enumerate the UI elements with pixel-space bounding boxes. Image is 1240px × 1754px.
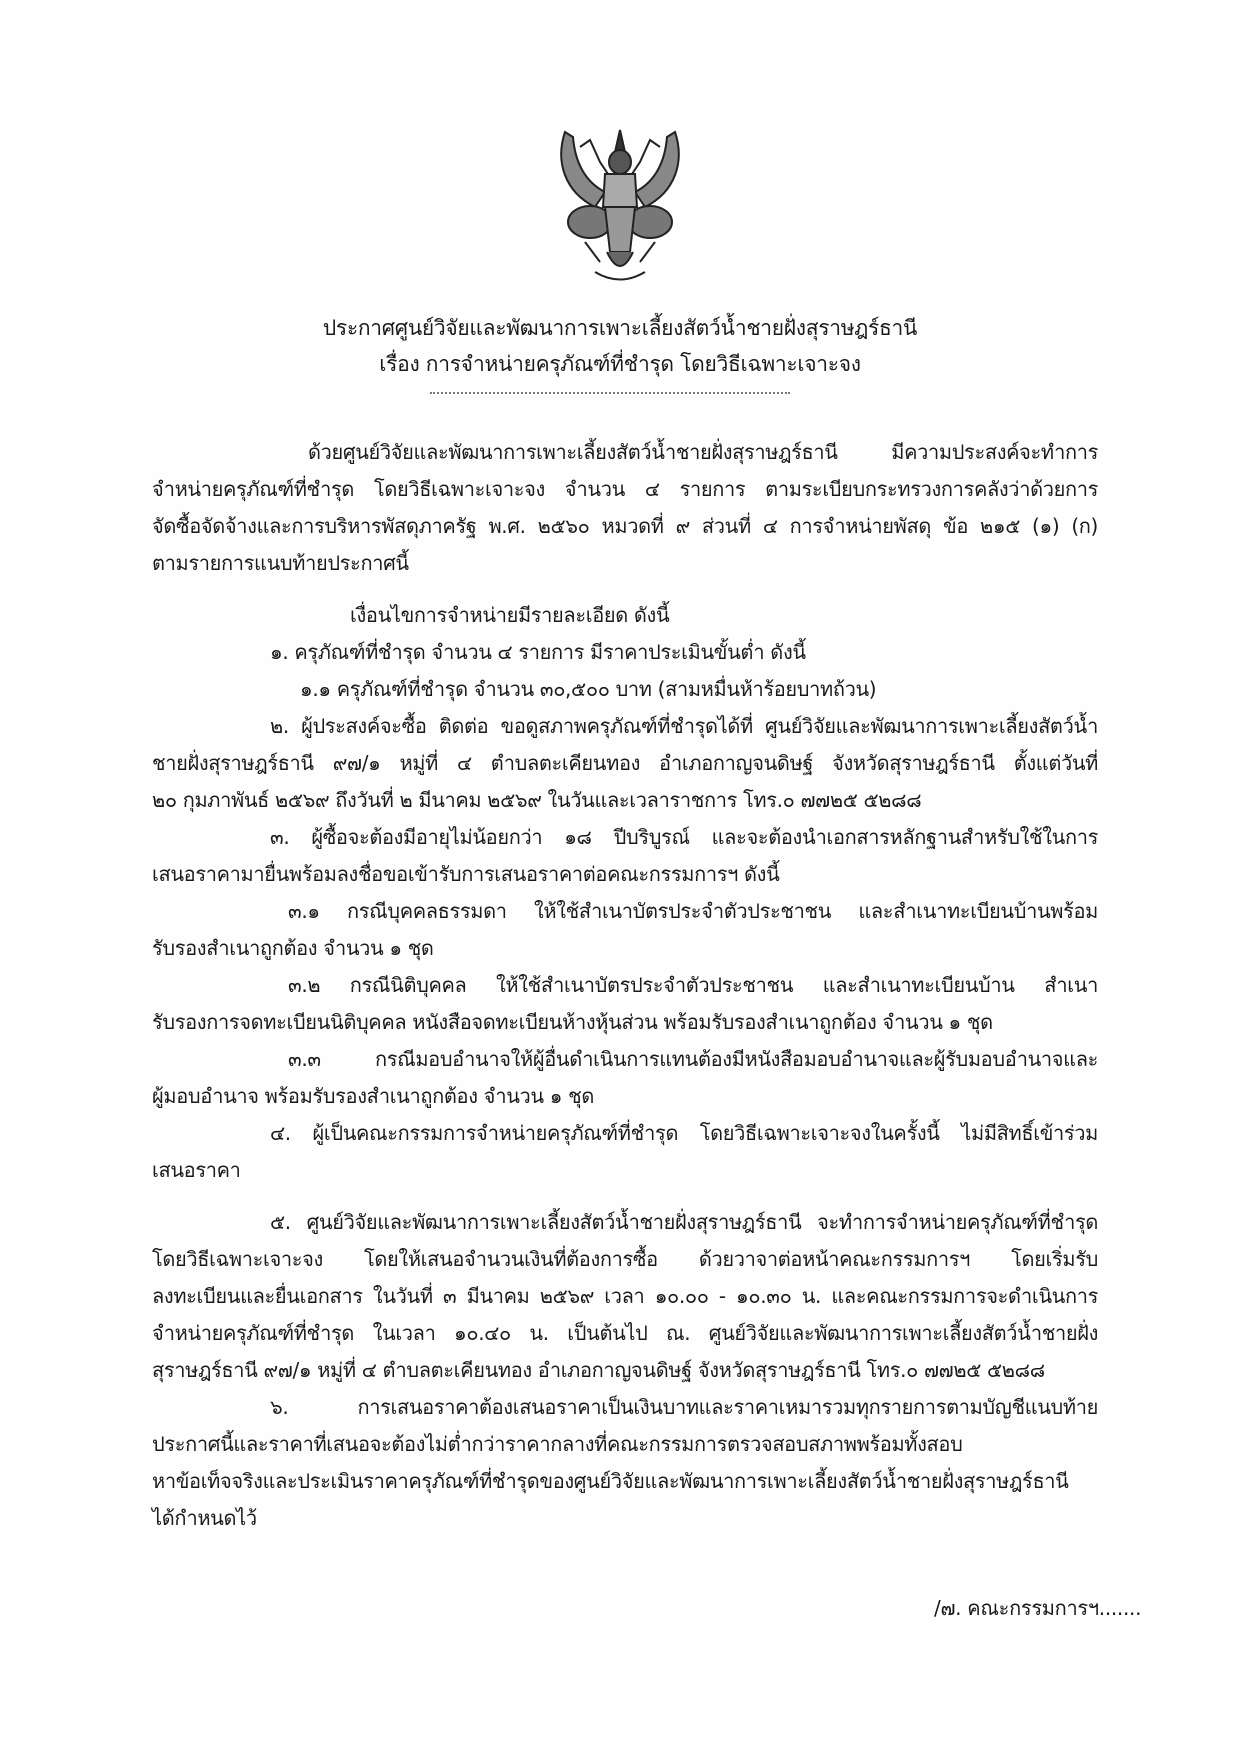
item-3-3-line-1: ๓.๓ กรณีมอบอำนาจให้ผู้อื่นดำเนินการแทนต้องมีหนังสือมอบอำนาจและผู้รับมอบอำนาจและ xyxy=(288,1047,1098,1071)
item-3-1-line-2: รับรองสำเนาถูกต้อง จำนวน ๑ ชุด xyxy=(152,936,434,960)
garuda-emblem-icon xyxy=(545,122,695,282)
page-continuation: /๗. คณะกรรมการฯ....... xyxy=(934,1596,1142,1620)
title-separator xyxy=(430,392,790,394)
item-4-line-1: ๔. ผู้เป็นคณะกรรมการจำหน่ายครุภัณฑ์ที่ชำรุด โดยวิธีเฉพาะเจาะจงในครั้งนี้ ไม่มีสิทธิ์เข้าร่วม xyxy=(270,1121,1098,1145)
conditions-heading: เงื่อนไขการจำหน่ายมีรายละเอียด ดังนี้ xyxy=(350,603,670,627)
intro-line-1: ด้วยศูนย์วิจัยและพัฒนาการเพาะเลี้ยงสัตว์น้ำชายฝั่งสุราษฎร์ธานี มีความประสงค์จะทำการ xyxy=(308,440,1098,464)
item-3-line-2: เสนอราคามายื่นพร้อมลงชื่อขอเข้ารับการเสนอราคาต่อคณะกรรมการฯ ดังนี้ xyxy=(152,862,780,886)
item-4-line-2: เสนอราคา xyxy=(152,1158,241,1182)
item-5-line-5: สุราษฎร์ธานี ๙๗/๑ หมู่ที่ ๔ ตำบลตะเคียนทอง อำเภอกาญจนดิษฐ์ จังหวัดสุราษฎร์ธานี โทร.๐ ๗๗๒๕ ๕๒๘๘ xyxy=(152,1358,1045,1382)
item-6-line-3: หาข้อเท็จจริงและประเมินราคาครุภัณฑ์ที่ชำรุดของศูนย์วิจัยและพัฒนาการเพาะเลี้ยงสัตว์น้ำชายฝั่งสุราษฎร์ธานี xyxy=(152,1469,1069,1493)
intro-line-3: จัดซื้อจัดจ้างและการบริหารพัสดุภาครัฐ พ.ศ. ๒๕๖๐ หมวดที่ ๙ ส่วนที่ ๔ การจำหน่ายพัสดุ ข้อ ๒๑๕ (๑) (ก) xyxy=(152,514,1098,538)
item-1-1: ๑.๑ ครุภัณฑ์ที่ชำรุด จำนวน ๓๐,๕๐๐ บาท (สามหมื่นห้าร้อยบาทถ้วน) xyxy=(300,677,877,701)
item-3-2-line-2: รับรองการจดทะเบียนนิติบุคคล หนังสือจดทะเบียนห้างหุ้นส่วน พร้อมรับรองสำเนาถูกต้อง จำนวน ๑ ชุด xyxy=(152,1010,993,1034)
item-5-line-3: ลงทะเบียนและยื่นเอกสาร ในวันที่ ๓ มีนาคม ๒๕๖๙ เวลา ๑๐.๐๐ - ๑๐.๓๐ น. และคณะกรรมการจะดำเนินการ xyxy=(152,1284,1098,1308)
item-3-3-line-2: ผู้มอบอำนาจ พร้อมรับรองสำเนาถูกต้อง จำนวน ๑ ชุด xyxy=(152,1084,594,1108)
item-1: ๑. ครุภัณฑ์ที่ชำรุด จำนวน ๔ รายการ มีราคาประเมินขั้นต่ำ ดังนี้ xyxy=(270,640,806,664)
item-2-line-2: ชายฝั่งสุราษฎร์ธานี ๙๗/๑ หมู่ที่ ๔ ตำบลตะเคียนทอง อำเภอกาญจนดิษฐ์ จังหวัดสุราษฎร์ธานี ตั้งแต่วันที่ xyxy=(152,751,1098,775)
intro-line-2: จำหน่ายครุภัณฑ์ที่ชำรุด โดยวิธีเฉพาะเจาะจง จำนวน ๔ รายการ ตามระเบียบกระทรวงการคลังว่าด้วยการ xyxy=(152,477,1098,501)
item-5-line-4: จำหน่ายครุภัณฑ์ที่ชำรุด ในเวลา ๑๐.๔๐ น. เป็นต้นไป ณ. ศูนย์วิจัยและพัฒนาการเพาะเลี้ยงสัตว์น้ำชายฝั่ง xyxy=(152,1321,1098,1345)
announcement-title: ประกาศศูนย์วิจัยและพัฒนาการเพาะเลี้ยงสัตว์น้ำชายฝั่งสุราษฎร์ธานี xyxy=(322,316,918,340)
item-3-1-line-1: ๓.๑ กรณีบุคคลธรรมดา ให้ใช้สำเนาบัตรประจำตัวประชาชน และสำเนาทะเบียนบ้านพร้อม xyxy=(288,899,1098,923)
item-2-line-1: ๒. ผู้ประสงค์จะซื้อ ติดต่อ ขอดูสภาพครุภัณฑ์ที่ชำรุดได้ที่ ศูนย์วิจัยและพัฒนาการเพาะเลี้ยงสัตว์น้ำ xyxy=(270,714,1098,738)
item-6-line-2: ประกาศนี้และราคาที่เสนอจะต้องไม่ต่ำกว่าราคากลางที่คณะกรรมการตรวจสอบสภาพพร้อมทั้งสอบ xyxy=(152,1432,963,1456)
announcement-subject: เรื่อง การจำหน่ายครุภัณฑ์ที่ชำรุด โดยวิธีเฉพาะเจาะจง xyxy=(379,352,861,376)
item-3-2-line-1: ๓.๒ กรณีนิติบุคคล ให้ใช้สำเนาบัตรประจำตัวประชาชน และสำเนาทะเบียนบ้าน สำเนา xyxy=(288,973,1098,997)
item-5-line-2: โดยวิธีเฉพาะเจาะจง โดยให้เสนอจำนวนเงินที่ต้องการซื้อ ด้วยวาจาต่อหน้าคณะกรรมการฯ โดยเริ่มรับ xyxy=(152,1247,1098,1271)
item-3-line-1: ๓. ผู้ซื้อจะต้องมีอายุไม่น้อยกว่า ๑๘ ปีบริบูรณ์ และจะต้องนำเอกสารหลักฐานสำหรับใช้ในการ xyxy=(270,825,1098,849)
item-6-line-1: ๖. การเสนอราคาต้องเสนอราคาเป็นเงินบาทและราคาเหมารวมทุกรายการตามบัญชีแนบท้าย xyxy=(270,1395,1098,1419)
item-6-line-4: ได้กำหนดไว้ xyxy=(152,1506,257,1530)
item-2-line-3: ๒๐ กุมภาพันธ์ ๒๕๖๙ ถึงวันที่ ๒ มีนาคม ๒๕๖๙ ในวันและเวลาราชการ โทร.๐ ๗๗๒๕ ๕๒๘๘ xyxy=(152,788,922,812)
intro-line-4: ตามรายการแนบท้ายประกาศนี้ xyxy=(152,551,409,575)
item-5-line-1: ๕. ศูนย์วิจัยและพัฒนาการเพาะเลี้ยงสัตว์น้ำชายฝั่งสุราษฎร์ธานี จะทำการจำหน่ายครุภัณฑ์ที่ชำรุด xyxy=(270,1210,1098,1234)
